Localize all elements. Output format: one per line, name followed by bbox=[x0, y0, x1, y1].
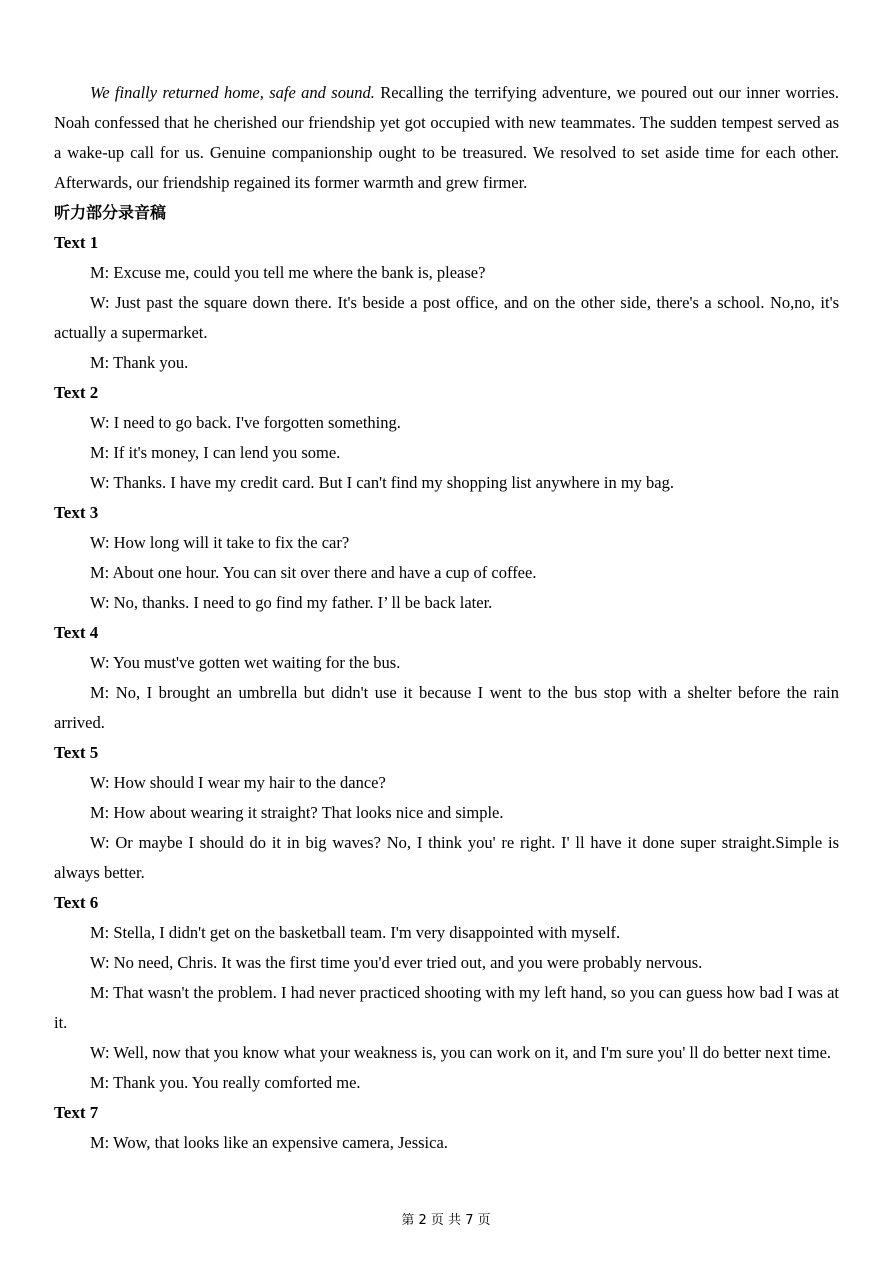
transcript-section bbox=[54, 618, 839, 738]
dialogue-line: W: You must've gotten wet waiting for the bus. bbox=[90, 653, 401, 672]
document-page bbox=[54, 78, 839, 1158]
text-heading: Text 2 bbox=[54, 383, 99, 402]
dialogue-line: M: That wasn't the problem. I had never practiced shooting with my left hand, so you can guess how bad I was at it. bbox=[54, 983, 839, 1032]
transcript-section bbox=[54, 888, 839, 1098]
dialogue-line: M: Wow, that looks like an expensive camera, Jessica. bbox=[90, 1133, 448, 1152]
dialogue-line: W: No, thanks. I need to go find my father. I’ ll be back later. bbox=[90, 593, 493, 612]
intro-body: Recalling the terrifying adventure, we poured out our inner worries. Noah confessed that he cherished our friendship yet got occupied with new teammates. The sudden tempest served as a wake-up call for us. Genuine companionship ought to be treasured. We resolved to set aside time for each other. Afterwards, our friendship regained its former warmth and grew firmer. bbox=[54, 83, 839, 192]
transcript-section bbox=[54, 738, 839, 888]
dialogue-line: W: Well, now that you know what your weakness is, you can work on it, and I'm sure you' ll do better next time. bbox=[90, 1043, 832, 1062]
text-heading: Text 5 bbox=[54, 743, 99, 762]
transcript-section bbox=[54, 1098, 839, 1158]
dialogue-line: W: How long will it take to fix the car? bbox=[90, 533, 350, 552]
section-title: 听力部分录音稿 bbox=[54, 203, 167, 222]
page-footer: 第 2 页 共 7 页 bbox=[401, 1213, 491, 1228]
intro-italic-lead: We finally returned home, safe and sound. bbox=[90, 83, 375, 102]
dialogue-line: M: If it's money, I can lend you some. bbox=[90, 443, 341, 462]
transcript-section bbox=[54, 378, 839, 498]
dialogue-line: W: Just past the square down there. It's beside a post office, and on the other side, there's a school. No,no, it's actually a supermarket. bbox=[54, 293, 839, 342]
transcript-section bbox=[54, 498, 839, 618]
dialogue-line: W: Thanks. I have my credit card. But I can't find my shopping list anywhere in my bag. bbox=[90, 473, 675, 492]
dialogue-line: M: No, I brought an umbrella but didn't use it because I went to the bus stop with a shelter before the rain arrived. bbox=[54, 683, 839, 732]
transcript-list bbox=[54, 228, 839, 1158]
dialogue-line: W: I need to go back. I've forgotten something. bbox=[90, 413, 401, 432]
dialogue-line: M: Thank you. You really comforted me. bbox=[90, 1073, 361, 1092]
transcript-section bbox=[54, 228, 839, 378]
text-heading: Text 4 bbox=[54, 623, 99, 642]
text-heading: Text 7 bbox=[54, 1103, 99, 1122]
dialogue-line: M: Stella, I didn't get on the basketball team. I'm very disappointed with myself. bbox=[90, 923, 621, 942]
dialogue-line: M: Thank you. bbox=[90, 353, 189, 372]
dialogue-line: W: Or maybe I should do it in big waves? No, I think you' re right. I' ll have it done super straight.Simple is always better. bbox=[54, 833, 839, 882]
intro-paragraph bbox=[54, 78, 839, 198]
text-heading: Text 1 bbox=[54, 233, 99, 252]
dialogue-line: W: No need, Chris. It was the first time you'd ever tried out, and you were probably nervous. bbox=[90, 953, 703, 972]
dialogue-line: W: How should I wear my hair to the dance? bbox=[90, 773, 386, 792]
text-heading: Text 3 bbox=[54, 503, 99, 522]
dialogue-line: M: About one hour. You can sit over there and have a cup of coffee. bbox=[90, 563, 537, 582]
dialogue-line: M: How about wearing it straight? That looks nice and simple. bbox=[90, 803, 504, 822]
dialogue-line: M: Excuse me, could you tell me where the bank is, please? bbox=[90, 263, 486, 282]
text-heading: Text 6 bbox=[54, 893, 99, 912]
